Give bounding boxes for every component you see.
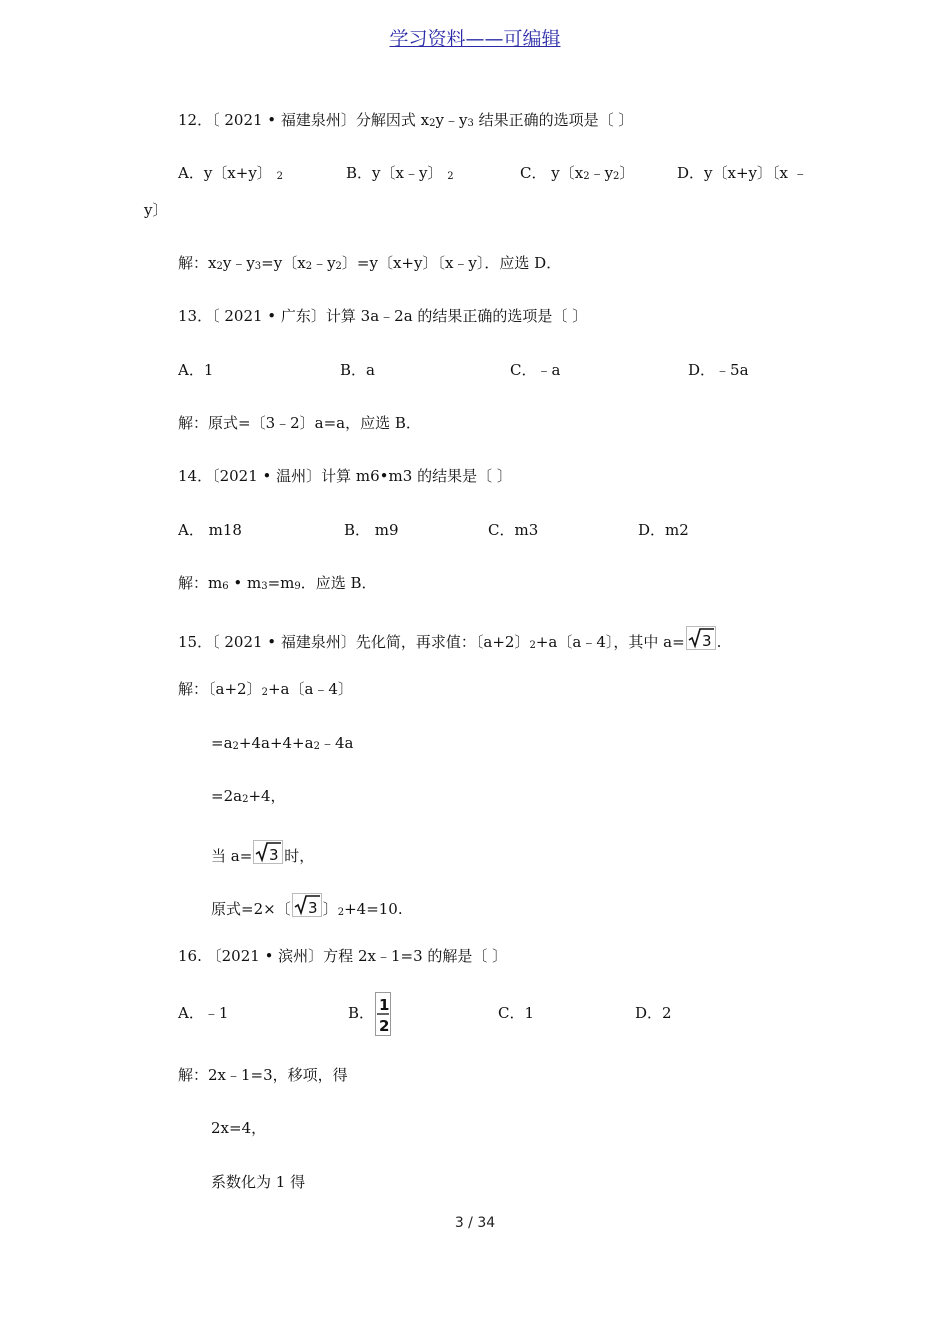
sqrt-3-image [253,840,283,864]
q15-solution-text: ﹣4a [319,734,354,752]
q15-stem-text: 15．〔 2021 • 福建泉州〕先化简，再求值：〔a+2〕 [178,633,530,651]
q12-stem-exponent: 3 [467,118,474,129]
q15-solution-exponent: 2 [242,794,249,805]
q14-solution [178,573,377,597]
q15-solution-exponent: 2 [337,907,345,918]
q12-option-c-exponent: 2 [613,171,620,182]
q12-option-b-text: B．y〔x﹣y〕 [346,164,443,182]
q15-solution-exponent: 2 [261,687,268,698]
q13-option-c: C．﹣a [510,361,561,379]
q14-solution-exponent: 3 [261,581,268,592]
q12-option-d-continued: y〕 [144,201,168,219]
q14-solution-exponent: 6 [222,581,229,592]
question-14-stem: 14．〔2021 • 温州〕计算 m6•m3 的结果是〔 〕 [178,467,512,485]
q12-solution-exponent: 3 [254,261,262,272]
q12-option-c-text: ﹣y [589,164,614,182]
q15-solution-line-5 [211,893,403,923]
sqrt-3-image [292,893,322,917]
q15-solution-text: 〕 [322,900,338,918]
document-header-title: 学习资料——可编辑 [389,28,561,50]
q16-solution-line-1: 解：2x﹣1=3，移项，得 [178,1066,348,1084]
q15-solution-text: 当 a= [211,847,253,865]
q15-solution-line-1 [178,679,353,703]
q12-option-c [520,163,634,187]
q12-option-a-exponent: 2 [276,171,283,182]
q15-solution-text: 时， [284,847,315,865]
q12-stem-exponent: 2 [429,118,436,129]
q15-solution-line-2 [211,733,353,757]
q12-solution-exponent: 2 [305,261,313,272]
q16-option-d: D．2 [635,1004,672,1022]
q14-option-a: A． m18 [178,521,242,539]
q15-solution-text: +4=10. [344,900,403,918]
q15-solution-text: +4a+4+a [238,734,314,752]
q16-option-b: B． [348,1004,375,1022]
q15-solution-exponent: 2 [232,741,239,752]
q12-option-c-exponent: 2 [583,171,590,182]
q12-solution-text: =y〔x [261,254,306,272]
q14-solution-text: 解：m [178,574,223,592]
q14-solution-text: • m [228,574,262,592]
q12-option-d: D．y〔x+y〕〔x ﹣ [677,164,808,182]
q12-solution-text: ﹣y [312,254,336,272]
q12-option-c-text: C． y〔x [520,164,584,182]
q16-option-a: A．﹣1 [178,1004,229,1022]
q14-solution-text: ．应选 B． [300,574,377,592]
q15-solution-line-4 [211,840,314,866]
q15-solution-text: +4， [248,787,286,805]
question-13-stem: 13．〔 2021 • 广东〕计算 3a﹣2a 的结果正确的选项是〔 〕 [178,307,588,325]
q16-option-c: C．1 [498,1004,535,1022]
question-15-stem [178,626,721,656]
q16-solution-line-3: 系数化为 1 得 [211,1173,306,1191]
svg-text:2: 2 [379,1017,390,1035]
q15-solution-text: +a〔a﹣4〕 [267,680,353,698]
q14-option-b: B． m9 [344,521,399,539]
fraction-one-half-image [375,992,391,1036]
q12-solution-text: 〕=y〔x+y〕〔x﹣y〕．应选 D． [341,254,562,272]
q14-solution-text: =m [267,574,295,592]
q12-stem-part: 12．〔 2021 • 福建泉州〕分解因式 x [178,111,430,129]
q15-stem-exponent: 2 [529,640,536,651]
q15-stem-text: +a〔a﹣4〕，其中 a= [535,633,685,651]
q12-option-a-text: A．y〔x+y〕 [178,164,272,182]
q13-option-d: D．﹣5a [688,361,749,379]
svg-text:3: 3 [701,632,712,649]
page-number: 3 / 34 [454,1215,496,1231]
q12-option-c-text: 〕 [619,164,635,182]
q14-solution-exponent: 9 [294,581,301,592]
q14-option-d: D．m2 [638,521,689,539]
q12-solution-exponent: 2 [216,261,223,272]
q12-option-b [346,163,454,187]
q12-solution-text: 解：x [178,254,217,272]
q12-stem-part: y﹣y [435,111,468,129]
question-16-stem: 16. 〔2021 • 滨州〕方程 2x﹣1=3 的解是〔 〕 [178,947,508,965]
q15-solution-text: =2a [211,787,243,805]
q15-stem-text: . [716,633,722,651]
svg-text:3: 3 [307,899,318,916]
q13-option-a: A．1 [178,361,214,379]
sqrt-3-image [686,626,716,650]
q15-solution-text: 原式=2×〔 [211,900,291,918]
svg-text:3: 3 [269,846,279,863]
q12-stem-part: 结果正确的选项是〔 〕 [473,111,634,129]
q12-option-a [178,163,283,187]
q12-solution-text: y﹣y [222,254,255,272]
q12-option-b-exponent: 2 [447,171,454,182]
q16-solution-line-2: 2x=4， [211,1119,267,1137]
q12-solution-exponent: 2 [335,261,342,272]
q15-solution-exponent: 2 [313,741,320,752]
q12-solution [178,253,561,277]
q13-solution: 解：原式=〔3﹣2〕a=a，应选 B． [178,414,421,432]
q14-option-c: C．m3 [488,521,539,539]
q13-option-b: B．a [340,361,375,379]
q15-solution-text: 解：〔a+2〕 [178,680,262,698]
question-12-stem [178,110,633,134]
q15-solution-text: =a [211,734,233,752]
svg-text:1: 1 [379,996,390,1014]
q15-solution-line-3 [211,786,286,810]
